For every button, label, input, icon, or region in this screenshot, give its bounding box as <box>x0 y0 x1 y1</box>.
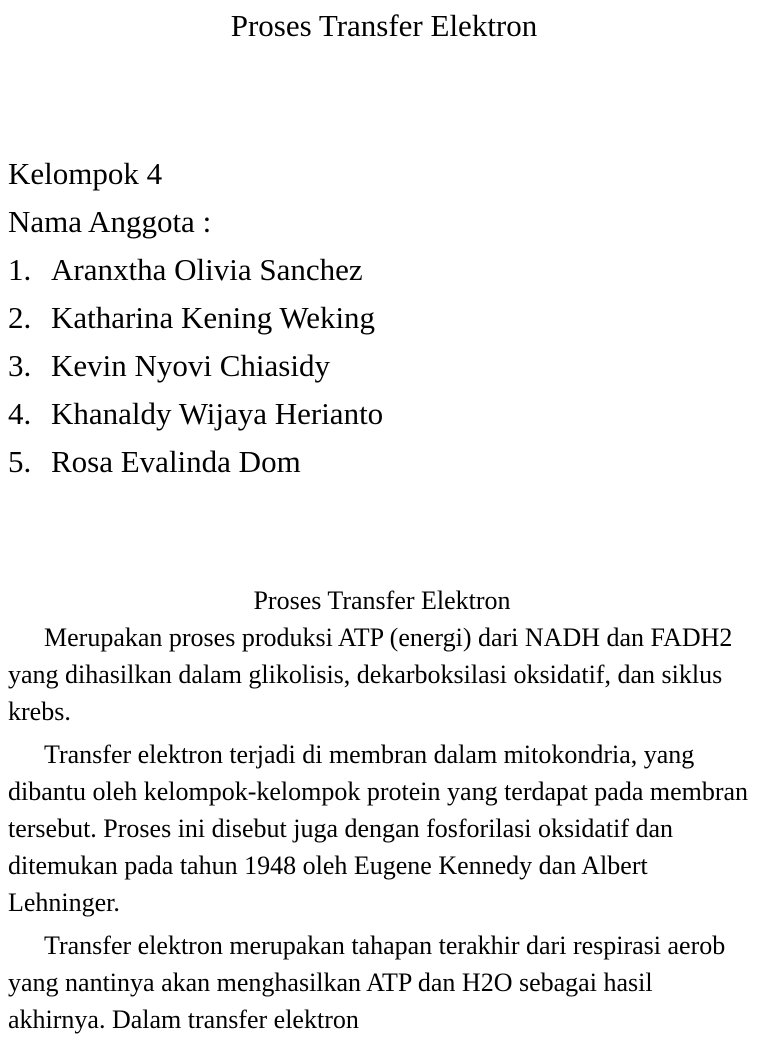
member-item <box>8 294 748 342</box>
paragraph: Transfer elektron merupakan tahapan terakhir dari respirasi aerob yang nantinya akan menghasilkan ATP dan H2O sebagai hasil akhirnya. Dalam transfer elektron <box>8 931 726 1034</box>
member-item <box>8 438 748 486</box>
group-name: Kelompok 4 <box>8 156 163 191</box>
member-name: Kevin Nyovi Chiasidy <box>51 348 330 383</box>
member-number: 5. <box>8 444 32 479</box>
paragraph: Transfer elektron terjadi di membran dalam mitokondria, yang dibantu oleh kelompok-kelompok protein yang terdapat pada membran tersebut. Proses ini disebut juga dengan fosforilasi oksidatif dan ditemukan pada tahun 1948 oleh Eugene Kennedy dan Albert Lehninger. <box>8 740 749 917</box>
group-info <box>8 150 748 486</box>
members-label: Nama Anggota : <box>8 204 212 239</box>
member-item <box>8 246 748 294</box>
member-item <box>8 342 748 390</box>
member-item <box>8 390 748 438</box>
member-number: 3. <box>8 348 32 383</box>
section-title: Proses Transfer Elektron <box>253 586 511 615</box>
paragraph: Merupakan proses produksi ATP (energi) dari NADH dan FADH2 yang dihasilkan dalam glikolisis, dekarboksilasi oksidatif, dan siklus krebs. <box>8 623 733 726</box>
content-section <box>8 582 756 1044</box>
members-list <box>8 246 748 486</box>
member-name: Katharina Kening Weking <box>51 300 376 335</box>
member-name: Aranxtha Olivia Sanchez <box>51 252 363 287</box>
member-name: Khanaldy Wijaya Herianto <box>51 396 384 431</box>
member-name: Rosa Evalinda Dom <box>51 444 301 479</box>
member-number: 4. <box>8 396 32 431</box>
member-number: 2. <box>8 300 32 335</box>
member-number: 1. <box>8 252 32 287</box>
page-title: Proses Transfer Elektron <box>230 8 538 43</box>
